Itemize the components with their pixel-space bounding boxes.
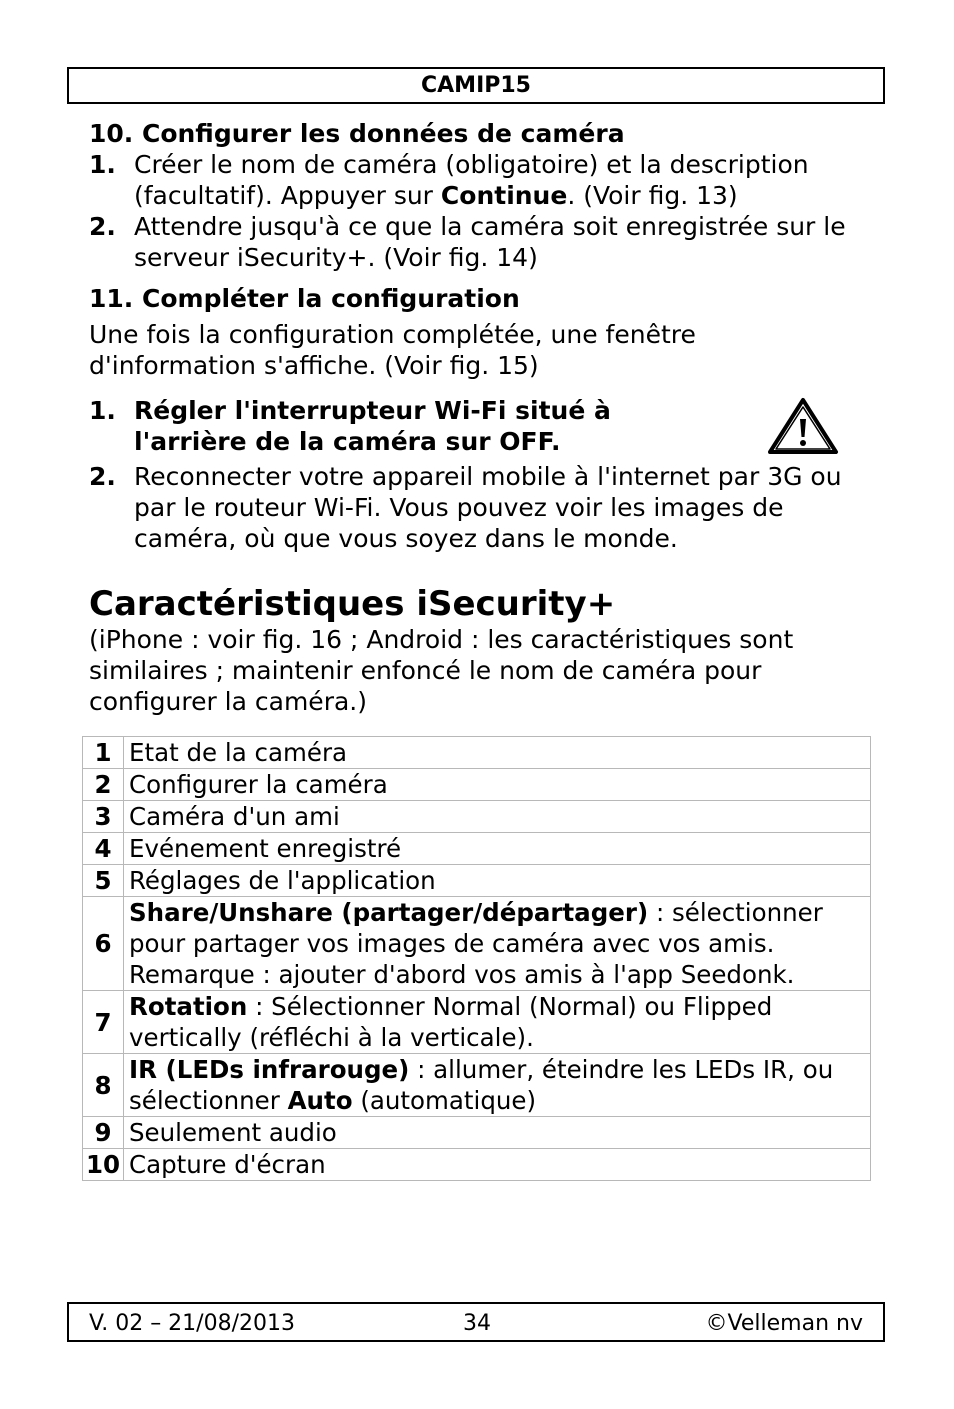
row-number: 5	[83, 865, 124, 897]
step-text: Attendre jusqu'à ce que la caméra soit enregistrée sur le serveur iSecurity+. (Voir fig. 14)	[134, 212, 846, 272]
section11-heading: 11. Compléter la configuration	[89, 284, 520, 313]
row-description	[124, 865, 871, 897]
main-content	[89, 118, 869, 717]
table-row	[83, 991, 871, 1054]
section10-step-2	[89, 211, 869, 273]
row-text: Configurer la caméra	[129, 770, 388, 799]
row-text: : sélectionner pour partager vos images de caméra avec vos amis. Remarque : ajouter d'abord vos amis à l'app Seedonk.	[129, 898, 823, 989]
step-text: Régler l'interrupteur Wi-Fi situé à l'arrière de la caméra sur OFF.	[134, 396, 611, 456]
table-row	[83, 769, 871, 801]
step-number: 2.	[89, 212, 116, 241]
row-description	[124, 769, 871, 801]
header-title: CAMIP15	[421, 73, 531, 98]
step-text	[134, 149, 869, 211]
row-description	[124, 1054, 871, 1117]
section11-step-1-row	[89, 395, 869, 457]
row-bold-term: Share/Unshare (partager/départager)	[129, 898, 649, 927]
row-bold-term: IR (LEDs infrarouge)	[129, 1055, 410, 1084]
table-row	[83, 897, 871, 991]
row-number: 9	[83, 1117, 124, 1149]
footer-version: V. 02 – 21/08/2013	[89, 1311, 295, 1336]
row-number: 6	[83, 897, 124, 991]
row-text: Caméra d'un ami	[129, 802, 340, 831]
row-bold-term: Rotation	[129, 992, 248, 1021]
features-table	[82, 736, 871, 1181]
row-text: : Sélectionner Normal (Normal) ou Flipped vertically (réfléchi à la verticale).	[129, 992, 773, 1052]
table-row	[83, 1149, 871, 1181]
row-text: Seulement audio	[129, 1118, 337, 1147]
row-text: : allumer, éteindre les LEDs IR, ou sélectionner	[129, 1055, 834, 1115]
table-row	[83, 833, 871, 865]
step-number: 1.	[89, 150, 116, 179]
table-row	[83, 737, 871, 769]
row-number: 7	[83, 991, 124, 1054]
footer-page-number: 34	[463, 1311, 491, 1336]
row-text: Etat de la caméra	[129, 738, 348, 767]
section11-step-2	[89, 461, 869, 554]
features-title: Caractéristiques iSecurity+	[89, 584, 616, 624]
row-description	[124, 897, 871, 991]
row-number: 1	[83, 737, 124, 769]
row-number: 2	[83, 769, 124, 801]
row-number: 4	[83, 833, 124, 865]
table-row	[83, 1117, 871, 1149]
step-number: 2.	[89, 462, 116, 491]
step-text-part: Créer le nom de caméra (obligatoire) et la description (facultatif). Appuyer sur	[134, 150, 809, 210]
row-description	[124, 801, 871, 833]
section10-heading: 10. Configurer les données de caméra	[89, 119, 625, 148]
row-number: 8	[83, 1054, 124, 1117]
section11-step-1	[89, 395, 649, 457]
step-bold-term: Continue	[440, 181, 568, 210]
footer-copyright: ©Velleman nv	[705, 1311, 863, 1336]
page-header	[67, 67, 885, 104]
row-number: 3	[83, 801, 124, 833]
page-footer	[67, 1302, 885, 1342]
table-row	[83, 1054, 871, 1117]
features-intro: (iPhone : voir fig. 16 ; Android : les caractéristiques sont similaires ; maintenir enfoncé le nom de caméra pour configurer la caméra.)	[89, 625, 794, 716]
row-number: 10	[83, 1149, 124, 1181]
step-text: Reconnecter votre appareil mobile à l'internet par 3G ou par le routeur Wi-Fi. Vous pouvez voir les images de caméra, où que vous soyez dans le monde.	[134, 462, 842, 553]
row-description	[124, 1149, 871, 1181]
table-row	[83, 801, 871, 833]
row-text: (automatique)	[352, 1086, 537, 1115]
row-description	[124, 991, 871, 1054]
row-text: Capture d'écran	[129, 1150, 326, 1179]
row-bold-term: Auto	[287, 1086, 353, 1115]
step-number: 1.	[89, 396, 116, 425]
warning-icon	[767, 397, 839, 455]
row-description	[124, 833, 871, 865]
section11-intro: Une fois la configuration complétée, une fenêtre d'information s'affiche. (Voir fig. 15)	[89, 320, 696, 380]
step-text-part: . (Voir fig. 13)	[567, 181, 738, 210]
row-description	[124, 1117, 871, 1149]
row-text: Evénement enregistré	[129, 834, 402, 863]
row-text: Réglages de l'application	[129, 866, 436, 895]
table-row	[83, 865, 871, 897]
row-description	[124, 737, 871, 769]
section10-step-1	[89, 149, 869, 211]
